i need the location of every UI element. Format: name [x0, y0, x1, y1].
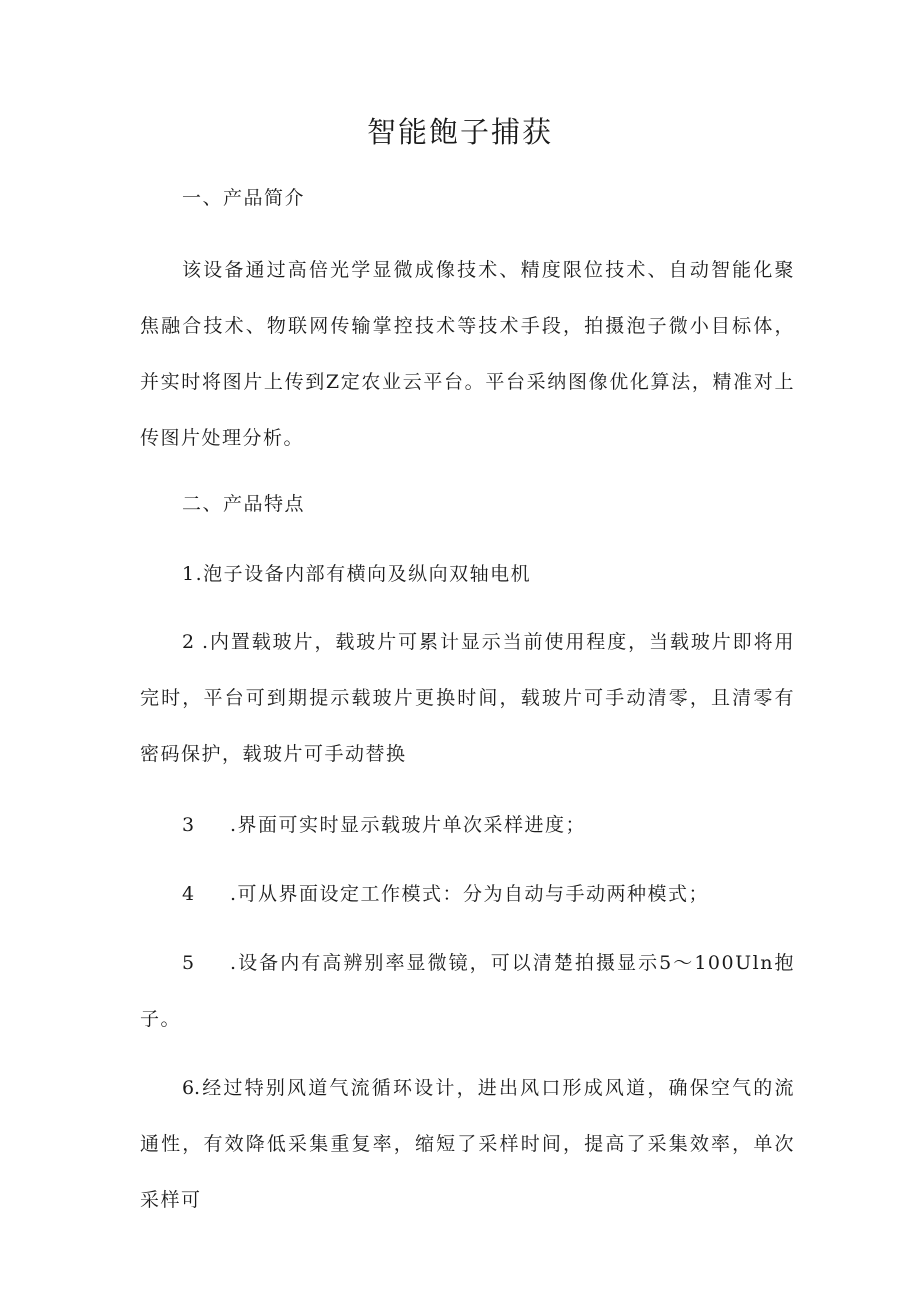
feature-item-5: [140, 935, 795, 1047]
document-title: 智能飽子捕获: [366, 115, 553, 149]
feature-item-number: 5: [182, 952, 196, 974]
feature-item-4: [140, 866, 795, 922]
feature-item-number: 3: [182, 814, 196, 836]
feature-item-3: [140, 797, 795, 853]
section-heading-intro: 一、产品简介: [182, 187, 306, 209]
feature-item-6: [140, 1060, 795, 1228]
feature-item-text: 泡子设备内部有横向及纵向双轴电机: [203, 563, 532, 585]
feature-item-number: 6: [182, 1077, 196, 1099]
section-heading-features: 二、产品特点: [182, 493, 306, 515]
feature-item-1: [140, 546, 795, 602]
feature-item-text: .经过特别风道气流循环设计，进出风口形成风道，确保空气的流通性，有效降低采集重复率，缩短了采样时间，提高了采集效率，单次采样可: [140, 1077, 795, 1211]
feature-item-text: .内置载玻片，载玻片可累计显示当前使用程度，当载玻片即将用完时，平台可到期提示载玻片更换时间，载玻片可手动清零，且清零有密码保护，载玻片可手动替换: [140, 631, 795, 765]
feature-item-number: 2: [182, 631, 196, 653]
feature-item-text: .可从界面设定工作模式：分为自动与手动两种模式；: [230, 883, 710, 905]
feature-item-number: 4: [182, 883, 196, 905]
intro-paragraph: 该设备通过高倍光学显微成像技术、精度限位技术、自动智能化聚焦融合技术、物联网传输掌控技术等技术手段，拍摄泡子微小目标体，并实时将图片上传到Z定农业云平台。平台采纳图像优化算法，精准对上传图片处理分析。: [140, 259, 795, 449]
feature-item-text: .界面可实时显示载玻片单次采样进度；: [230, 814, 587, 836]
feature-item-number: 1.: [182, 563, 204, 585]
feature-item-2: [140, 614, 795, 782]
feature-item-text: .设备内有高辨别率显微镜，可以清楚拍摄显示5～100Uln抱子。: [140, 952, 795, 1030]
